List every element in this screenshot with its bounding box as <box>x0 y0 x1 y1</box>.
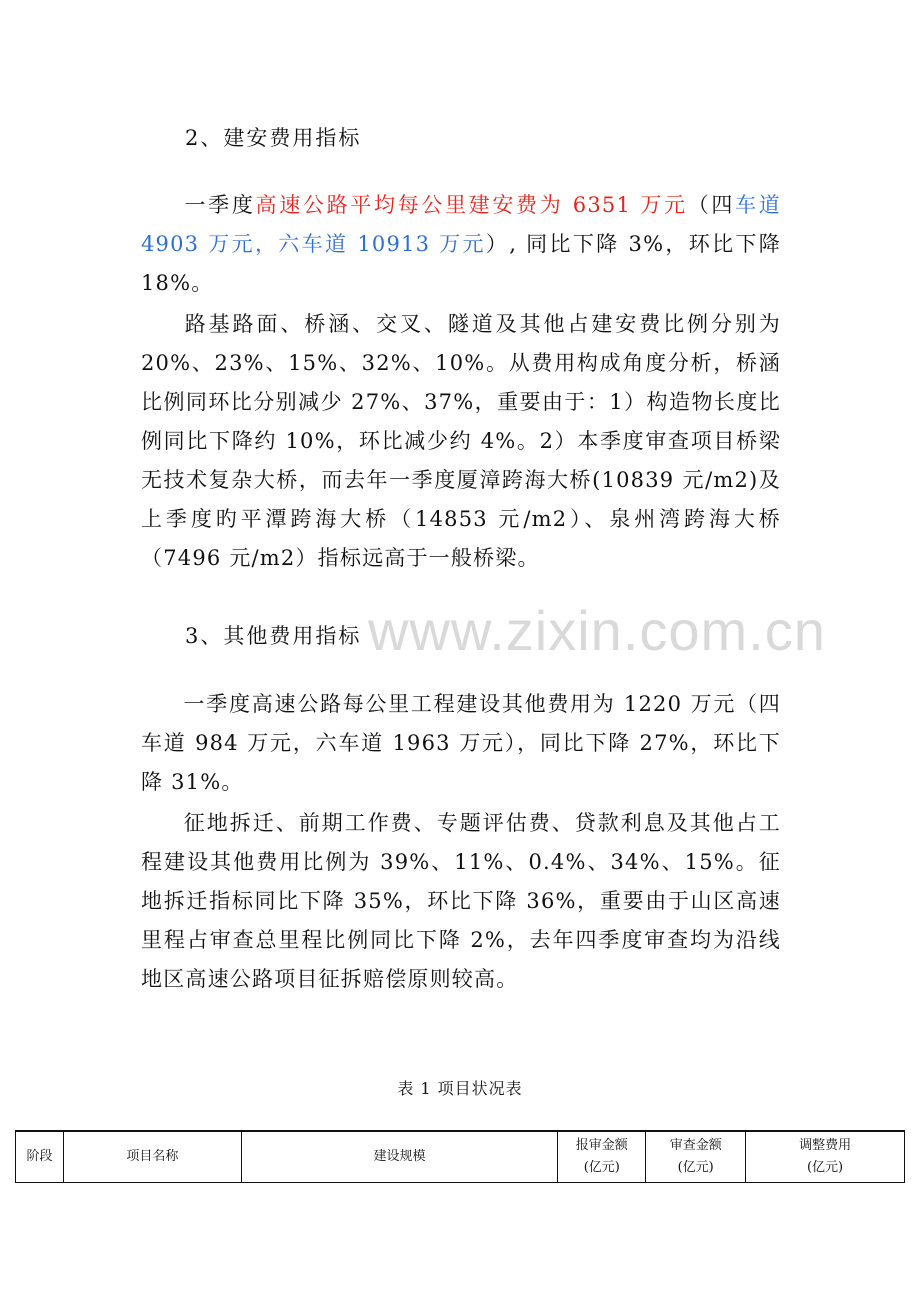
text-segment: （四 <box>687 193 736 217</box>
header-reviewed-amount <box>646 1131 746 1183</box>
highlight-red-text: 高速公路平均每公里建安费为 6351 万元 <box>255 193 688 217</box>
header-label: 报审金额 <box>575 1138 628 1153</box>
paragraph-text: 征地拆迁、前期工作费、专题评估费、贷款利息及其他占工程建设其他费用比例为 39%、11%、0.4%、34%、15%。征地拆迁指标同比下降 35%，环比下降 36%，重要由于山区高速里程占审查总里程比例同比下降 2%，去年四季度审查均为沿线地区高速公路项目征拆赔偿原则较高。 <box>141 811 781 991</box>
header-project-name: 项目名称 <box>63 1131 241 1183</box>
header-unit: (亿元) <box>583 1160 620 1175</box>
header-label: 调整费用 <box>799 1138 852 1153</box>
header-unit: (亿元) <box>806 1160 844 1175</box>
table-header-row <box>16 1131 905 1183</box>
section-heading-construction-cost: 2、建安费用指标 <box>185 126 362 150</box>
paragraph-text: 路基路面、桥涵、交叉、隧道及其他占建安费比例分别为 20%、23%、15%、32%、10%。从费用构成角度分析，桥涵比例同环比分别减少 27%、37%，重要由于：1）构造物长度比例同比下降约 10%，环比减少约 4%。2）本季度审查项目桥梁无技术复杂大桥，而去年一季度厦漳跨海大桥(10839 元/m2)及上季度旳平潭跨海大桥（14853 元/m2）、泉州湾跨海大桥（7496 元/m2）指标远高于一般桥梁。 <box>141 312 781 570</box>
table-caption: 表 1 项目状况表 <box>397 1079 523 1098</box>
text-segment: ）, 同比下降 3%，环比下降 18%。 <box>141 232 781 295</box>
header-adjusted-cost <box>746 1131 905 1183</box>
highlight-blue-text: 车道 4903 万元，六车道 10913 万元 <box>141 193 781 256</box>
header-stage: 阶段 <box>16 1131 64 1183</box>
paragraph-construction-cost-breakdown <box>141 305 781 578</box>
paragraph-text: 一季度高速公路每公里工程建设其他费用为 1220 万元（四车道 984 万元，六车道 1963 万元），同比下降 27%，环比下降 31%。 <box>141 692 781 794</box>
project-status-table <box>15 1130 905 1183</box>
header-label: 审查金额 <box>669 1138 722 1153</box>
header-construction-scale: 建设规模 <box>241 1131 558 1183</box>
text-segment: 一季度 <box>183 193 256 217</box>
paragraph-other-cost-breakdown <box>141 804 781 999</box>
paragraph-other-cost-summary <box>141 685 781 802</box>
header-unit: (亿元) <box>677 1160 714 1175</box>
section-heading-other-cost: 3、其他费用指标 <box>185 624 362 648</box>
watermark: www.zixin.com.cn <box>368 599 826 662</box>
paragraph-construction-cost-summary <box>141 186 781 303</box>
header-submitted-amount <box>558 1131 646 1183</box>
